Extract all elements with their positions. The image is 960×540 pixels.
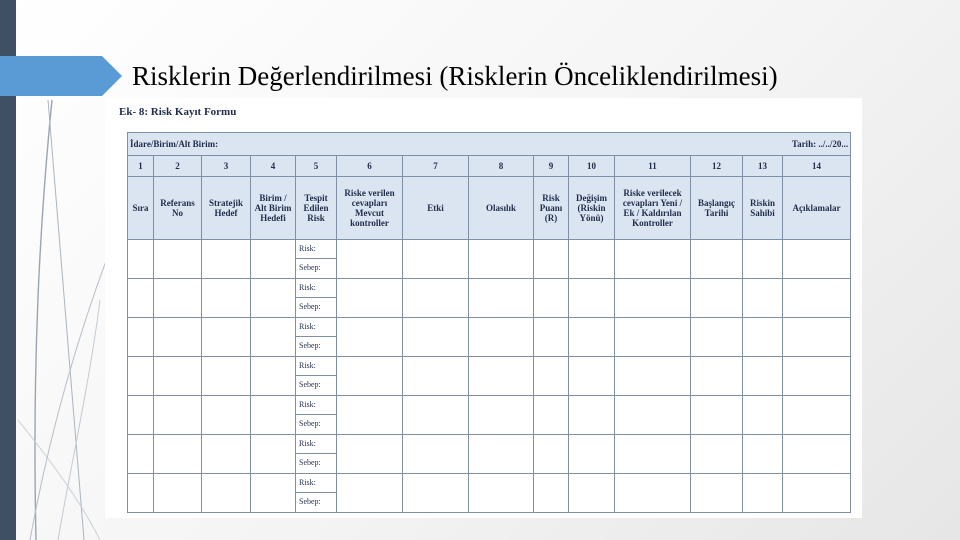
risk-label: Risk: <box>296 279 336 298</box>
table-cell <box>337 435 403 474</box>
risk-label: Risk: <box>296 240 336 259</box>
table-cell <box>569 357 615 396</box>
table-cell <box>783 357 851 396</box>
table-cell <box>569 279 615 318</box>
table-row <box>128 435 851 474</box>
table-cell <box>615 279 691 318</box>
cause-label: Sebep: <box>299 380 321 389</box>
column-header: Tespit Edilen Risk <box>296 177 337 240</box>
risk-cell <box>296 357 337 396</box>
column-number: 4 <box>251 156 296 177</box>
table-cell <box>128 435 154 474</box>
cause-label: Sebep: <box>299 263 321 272</box>
risk-label: Risk: <box>296 396 336 415</box>
table-cell <box>691 279 743 318</box>
table-cell <box>251 474 296 513</box>
column-header: Risk Puanı (R) <box>534 177 569 240</box>
table-cell <box>202 279 251 318</box>
column-number: 5 <box>296 156 337 177</box>
table-cell <box>337 279 403 318</box>
table-cell <box>534 474 569 513</box>
risk-label: Risk: <box>296 474 336 493</box>
table-cell <box>534 279 569 318</box>
table-cell <box>154 396 202 435</box>
table-cell <box>403 474 469 513</box>
table-cell <box>469 318 534 357</box>
table-cell <box>783 396 851 435</box>
risk-label: Risk: <box>296 357 336 376</box>
table-cell <box>154 279 202 318</box>
table-cell <box>154 474 202 513</box>
table-cell <box>691 474 743 513</box>
table-cell <box>783 318 851 357</box>
table-cell <box>691 318 743 357</box>
column-number: 12 <box>691 156 743 177</box>
table-cell <box>251 279 296 318</box>
table-cell <box>202 318 251 357</box>
table-cell <box>403 435 469 474</box>
table-cell <box>154 318 202 357</box>
table-cell <box>743 357 783 396</box>
column-header: Açıklamalar <box>783 177 851 240</box>
risk-label: Risk: <box>296 318 336 337</box>
table-cell <box>202 357 251 396</box>
table-cell <box>569 435 615 474</box>
column-header: Riske verilen cevapları Mevcut kontroller <box>337 177 403 240</box>
table-cell <box>743 435 783 474</box>
table-cell <box>569 240 615 279</box>
risk-cell <box>296 435 337 474</box>
table-cell <box>337 357 403 396</box>
table-cell <box>154 240 202 279</box>
table-cell <box>691 357 743 396</box>
table-cell <box>691 435 743 474</box>
table-body <box>128 240 851 513</box>
table-cell <box>783 474 851 513</box>
table-cell <box>615 357 691 396</box>
table-cell <box>534 318 569 357</box>
column-header: Riske verilecek cevapları Yeni / Ek / Kaldırılan Kontroller <box>615 177 691 240</box>
table-cell <box>534 240 569 279</box>
table-cell <box>202 474 251 513</box>
table-cell <box>743 474 783 513</box>
column-header: Referans No <box>154 177 202 240</box>
risk-cell <box>296 396 337 435</box>
table-cell <box>403 240 469 279</box>
org-label: İdare/Birim/Alt Birim: <box>130 139 219 149</box>
table-cell <box>337 474 403 513</box>
table-cell <box>783 279 851 318</box>
table-cell <box>128 474 154 513</box>
table-cell <box>534 396 569 435</box>
table-cell <box>534 435 569 474</box>
risk-form-image <box>105 98 862 518</box>
column-header: Stratejik Hedef <box>202 177 251 240</box>
table-row <box>128 396 851 435</box>
table-cell <box>469 396 534 435</box>
column-number: 6 <box>337 156 403 177</box>
table-cell <box>743 396 783 435</box>
table-cell <box>615 435 691 474</box>
table-cell <box>403 357 469 396</box>
table-cell <box>615 396 691 435</box>
column-header: Birim / Alt Birim Hedefi <box>251 177 296 240</box>
table-cell <box>251 357 296 396</box>
date-label: Tarih: ../../20... <box>791 139 849 149</box>
column-header: Etki <box>403 177 469 240</box>
column-header: Riskin Sahibi <box>743 177 783 240</box>
table-cell <box>469 240 534 279</box>
risk-label: Risk: <box>296 435 336 454</box>
table-cell <box>569 474 615 513</box>
table-cell <box>128 279 154 318</box>
table-cell <box>403 396 469 435</box>
table-cell <box>783 240 851 279</box>
column-header: Olasılık <box>469 177 534 240</box>
risk-cell <box>296 240 337 279</box>
table-cell <box>743 240 783 279</box>
column-number: 13 <box>743 156 783 177</box>
cause-label: Sebep: <box>299 302 321 311</box>
table-cell <box>337 396 403 435</box>
table-cell <box>469 435 534 474</box>
risk-register-table <box>127 132 851 513</box>
table-cell <box>251 435 296 474</box>
table-cell <box>569 396 615 435</box>
column-number: 8 <box>469 156 534 177</box>
column-header: Başlangıç Tarihi <box>691 177 743 240</box>
table-cell <box>615 474 691 513</box>
table-cell <box>743 318 783 357</box>
risk-cell <box>296 279 337 318</box>
table-cell <box>251 318 296 357</box>
table-cell <box>154 357 202 396</box>
cause-label: Sebep: <box>299 497 321 506</box>
table-row <box>128 279 851 318</box>
table-cell <box>403 279 469 318</box>
column-number: 9 <box>534 156 569 177</box>
table-cell <box>469 474 534 513</box>
column-number: 2 <box>154 156 202 177</box>
column-number: 14 <box>783 156 851 177</box>
column-number: 3 <box>202 156 251 177</box>
column-number: 10 <box>569 156 615 177</box>
table-cell <box>128 240 154 279</box>
table-cell <box>128 357 154 396</box>
table-cell <box>691 240 743 279</box>
table-cell <box>783 435 851 474</box>
table-cell <box>691 396 743 435</box>
table-cell <box>128 396 154 435</box>
form-heading: Ek- 8: Risk Kayıt Formu <box>119 106 237 118</box>
table-cell <box>569 318 615 357</box>
table-cell <box>202 396 251 435</box>
column-header: Değişim (Riskin Yönü) <box>569 177 615 240</box>
form-info-row <box>128 133 851 156</box>
table-cell <box>469 357 534 396</box>
table-cell <box>469 279 534 318</box>
table-cell <box>337 240 403 279</box>
table-cell <box>202 435 251 474</box>
risk-cell <box>296 474 337 513</box>
column-number: 1 <box>128 156 154 177</box>
table-cell <box>743 279 783 318</box>
table-cell <box>615 318 691 357</box>
table-row <box>128 357 851 396</box>
column-header: Sıra <box>128 177 154 240</box>
cause-label: Sebep: <box>299 458 321 467</box>
table-cell <box>337 318 403 357</box>
table-cell <box>615 240 691 279</box>
table-cell <box>403 318 469 357</box>
table-row <box>128 474 851 513</box>
table-cell <box>128 318 154 357</box>
table-cell <box>154 435 202 474</box>
column-number-row <box>128 156 851 177</box>
cause-label: Sebep: <box>299 341 321 350</box>
risk-cell <box>296 318 337 357</box>
table-row <box>128 240 851 279</box>
column-header-row <box>128 177 851 240</box>
table-cell <box>202 240 251 279</box>
table-cell <box>534 357 569 396</box>
table-cell <box>251 240 296 279</box>
column-number: 7 <box>403 156 469 177</box>
page-title: Risklerin Değerlendirilmesi (Risklerin Önceliklendirilmesi) <box>132 61 778 91</box>
title-arrow-shape <box>0 56 122 96</box>
table-row <box>128 318 851 357</box>
cause-label: Sebep: <box>299 419 321 428</box>
table-cell <box>251 396 296 435</box>
column-number: 11 <box>615 156 691 177</box>
